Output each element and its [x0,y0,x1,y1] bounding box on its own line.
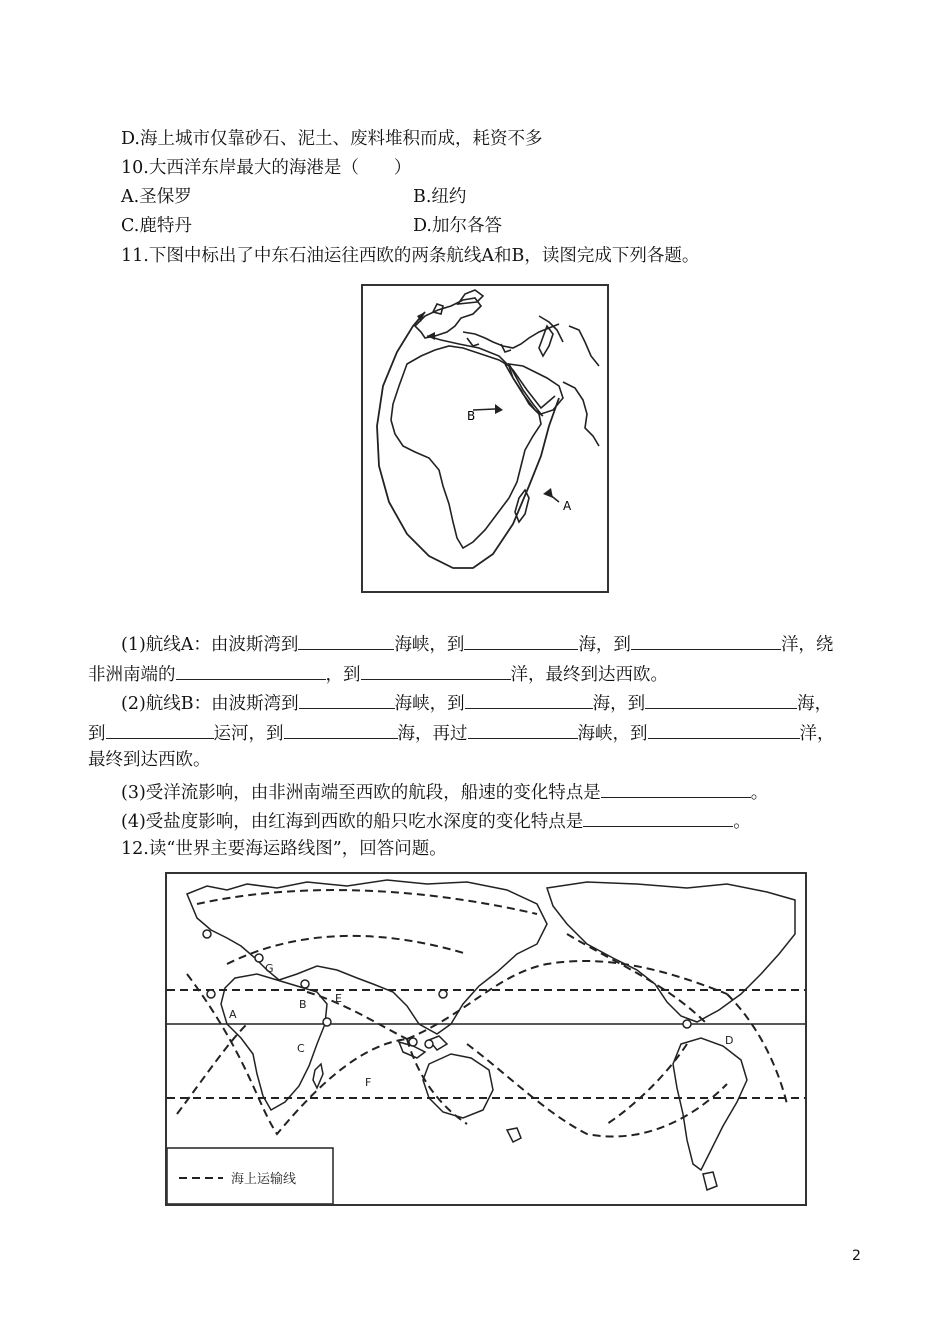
answer-blank[interactable] [601,779,751,798]
point-c-label: C [297,1042,305,1055]
answer-blank[interactable] [583,808,733,827]
answer-blank[interactable] [298,631,394,650]
q10-option-a: A.圣保罗 [121,187,192,207]
q11-p1-text6: ，到 [325,665,361,685]
q11-route-map [361,284,609,593]
q11-p1-text4: 洋，绕 [780,635,834,655]
q11-p2-text8: 海峡，到 [577,724,648,744]
q12-stem: 12.读“世界主要海运路线图”，回答问题。 [121,839,447,859]
q10-stem: 10.大西洋东岸最大的海港是（ ） [121,158,412,178]
answer-blank[interactable] [465,690,593,709]
point-g-label: G [265,962,274,975]
q11-part2-line1 [121,690,832,715]
answer-blank[interactable] [284,720,398,739]
point-f-label: F [365,1076,372,1089]
q11-p1-text7: 洋，最终到达西欧。 [510,665,668,685]
q11-part3 [121,779,768,804]
q11-p3-text2: 。 [750,783,769,803]
sea-routes [167,890,805,1136]
answer-blank[interactable] [176,661,326,680]
answer-blank[interactable] [631,631,781,650]
legend-label: 海上运输线 [231,1172,297,1187]
q11-p2-text1: (2)航线B：由波斯湾到 [121,694,299,714]
answer-blank[interactable] [361,661,511,680]
q11-part2-line2 [88,720,835,745]
world-sea-routes-graphic [167,874,805,1204]
q11-p3-text1: (3)受洋流影响，由非洲南端至西欧的航段，船速的变化特点是 [121,783,601,803]
answer-blank[interactable] [299,690,395,709]
q11-part4 [121,808,751,833]
answer-blank[interactable] [645,690,797,709]
q11-part2-line3: 最终到达西欧。 [88,750,211,770]
page-number: 2 [852,1248,861,1264]
q11-p1-text2: 海峡，到 [394,635,465,655]
q11-part1-line1 [121,631,833,656]
answer-blank[interactable] [464,631,578,650]
q11-stem: 11.下图中标出了中东石油运往西欧的两条航线A和B，读图完成下列各题。 [121,246,700,266]
route-b-label: B [467,409,476,423]
q11-p1-text1: (1)航线A：由波斯湾到 [121,635,299,655]
q11-p2-text5: 到 [88,724,106,744]
route-a-label: A [563,499,572,513]
point-d-label: D [725,1034,734,1047]
q9-option-d: D.海上城市仅靠砂石、泥土、废料堆积而成，耗资不多 [121,129,543,149]
africa-route-map-graphic [363,286,607,591]
q11-p2-text6: 运河，到 [213,724,284,744]
q10-option-d: D.加尔各答 [413,216,502,236]
answer-blank[interactable] [648,720,800,739]
q11-p2-text9: 洋， [799,724,835,744]
q11-p2-text3: 海，到 [592,694,646,714]
q11-p1-text3: 海，到 [578,635,631,655]
q11-p2-text7: 海，再过 [397,724,468,744]
q11-p1-text5: 非洲南端的 [88,665,176,685]
q10-option-b: B.纽约 [413,187,467,207]
point-e-label: E [335,992,342,1005]
point-b-label: B [299,998,307,1011]
q11-p4-text2: 。 [733,812,751,832]
answer-blank[interactable] [106,720,214,739]
point-a-label: A [229,1008,237,1021]
q11-p2-text4: 海， [797,694,833,714]
q11-part1-line2 [88,661,668,686]
q11-p2-text2: 海峡，到 [394,694,465,714]
answer-blank[interactable] [468,720,578,739]
q11-p4-text1: (4)受盐度影响，由红海到西欧的船只吃水深度的变化特点是 [121,812,584,832]
q12-world-shipping-map [165,872,807,1206]
q10-option-c: C.鹿特丹 [121,216,192,236]
